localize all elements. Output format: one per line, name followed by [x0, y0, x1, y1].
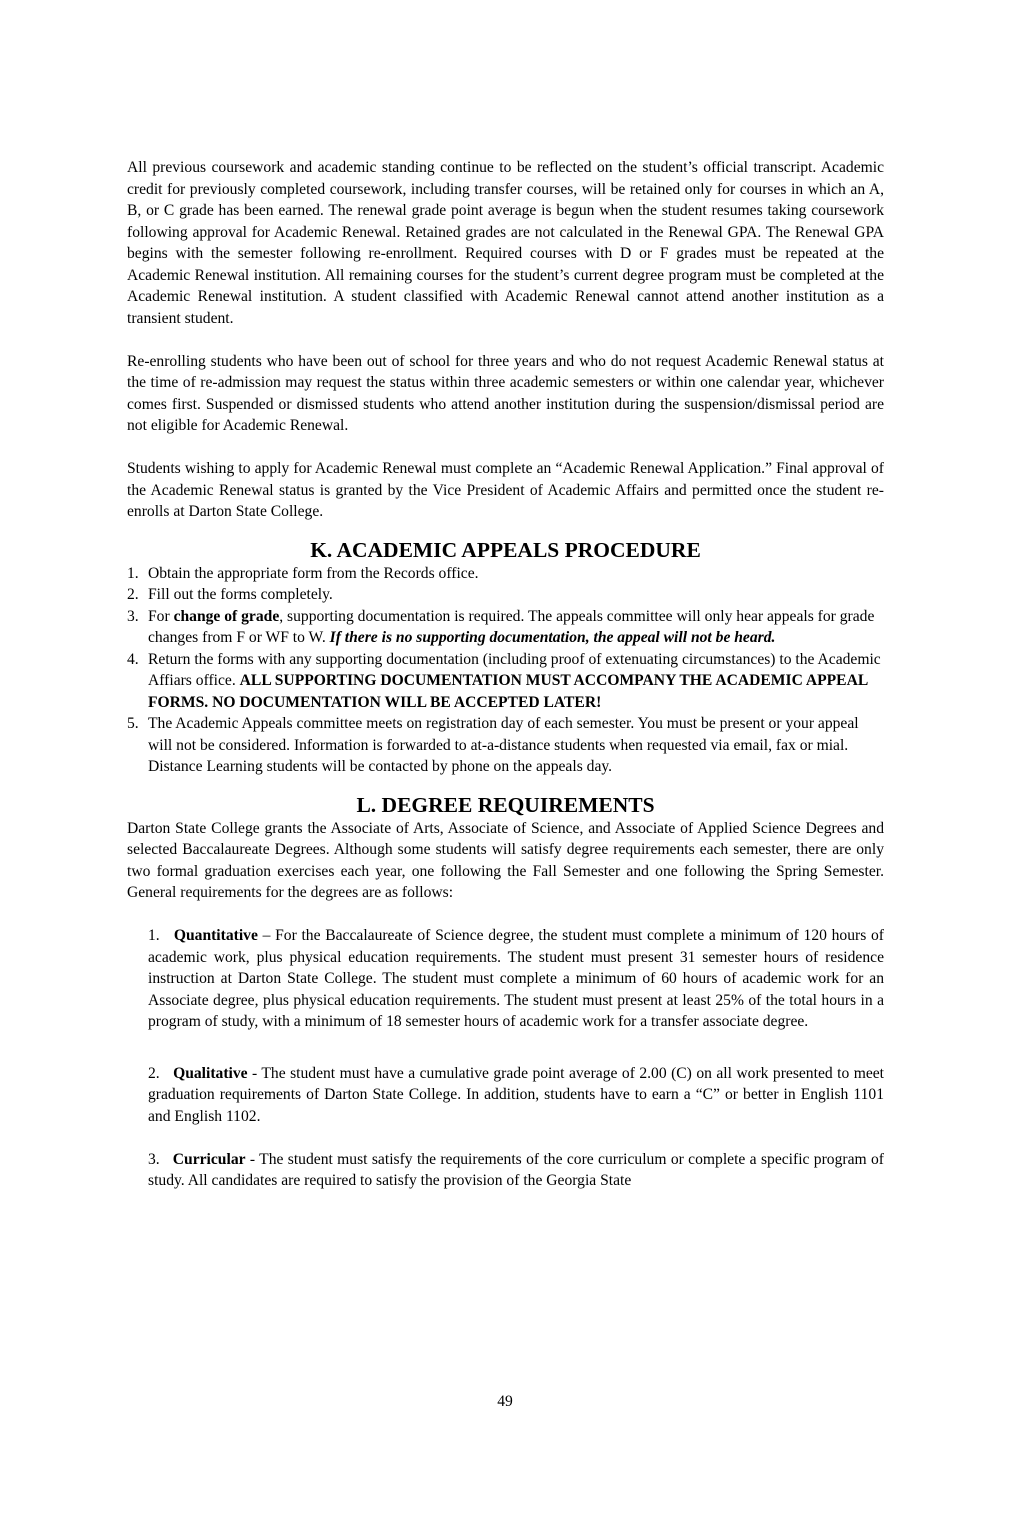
page-number: 49: [497, 1393, 513, 1410]
appeals-step-5: [127, 713, 884, 778]
documentation-notice: ALL SUPPORTING DOCUMENTATION MUST ACCOMPANY THE ACADEMIC APPEAL FORMS. NO DOCUMENTATION WILL BE ACCEPTED LATER!: [148, 672, 868, 711]
no-documentation-warning: If there is no supporting documentation, the appeal will not be heard.: [329, 629, 776, 646]
step-text-mid: , supporting documentation is required. The appeals committee will only hear appeals for grade changes from F or WF to W.: [148, 607, 875, 646]
requirement-quantitative: [148, 925, 884, 1033]
step-text-pre: For: [148, 607, 174, 625]
appeals-heading: K. ACADEMIC APPEALS PROCEDURE: [310, 537, 701, 562]
requirement-text: - The student must have a cumulative grade point average of 2.00 (C) on all work presented to meet graduation requirements of Darton State College. In addition, students have to earn a “C” or better in English 1101 and English 1102.: [148, 1064, 884, 1125]
step-number: 3.: [127, 607, 139, 625]
step-text: Return the forms with any supporting documentation (including proof of extenuating circumstances) to the Academic Affiars office.: [148, 650, 881, 689]
step-number: 4.: [127, 650, 139, 668]
requirement-label: Qualitative: [173, 1064, 248, 1082]
change-of-grade-term: change of grade: [173, 607, 280, 625]
step-number: 5.: [127, 715, 139, 732]
appeals-step-3: [127, 606, 884, 649]
appeals-step-2: [127, 584, 884, 606]
renewal-paragraph-2: Re-enrolling students who have been out of school for three years and who do not request Academic Renewal status at the time of re-admission may request the status within three academic semesters or within one calendar year, whichever comes first. Suspended or dismissed students who attend another institution during the suspension/dismissal period are not eligible for Academic Renewal.: [127, 352, 884, 434]
requirement-curricular: [148, 1149, 884, 1192]
appeals-step-1: [127, 563, 884, 585]
renewal-paragraph-3: Students wishing to apply for Academic Renewal must complete an “Academic Renewal Application.” Final approval of the Academic Renewal status is granted by the Vice President of Academic Affairs and permitted once the student re-enrolls at Darton State College.: [127, 460, 884, 520]
requirement-text: – For the Baccalaureate of Science degree, the student must complete a minimum of 120 hours of academic work, plus physical education requirements. The student must present 31 semester hours of residence instruction at Darton State College. The student must complete a minimum of 60 hours of academic work for an Associate degree, plus physical education requirements. The student must present at least 25% of the total hours in a program of study, with a minimum of 18 semester hours of academic work for a transfer associate degree.: [148, 927, 884, 1030]
renewal-paragraph-1: All previous coursework and academic standing continue to be reflected on the student’s official transcript. Academic credit for previously completed coursework, including transfer courses, will be retained only for courses in which an A, B, or C grade has been earned. The renewal grade point average is begun when the student resumes taking coursework following approval for Academic Renewal. Retained grades are not calculated in the Renewal GPA. The Renewal GPA begins with the semester following re-enrollment. Required courses with D or F grades must be repeated at the Academic Renewal institution. All remaining courses for the student’s current degree program must be completed at the Academic Renewal institution. A student classified with Academic Renewal cannot attend another institution as a transient student.: [127, 159, 884, 327]
step-text: Obtain the appropriate form from the Records office.: [148, 564, 479, 582]
requirement-qualitative: [148, 1063, 884, 1128]
step-text: The Academic Appeals committee meets on registration day of each semester. You must be present or your appeal will not be considered. Information is forwarded to at-a-distance students when requested via email, fax or mial. Distance Learning students will be contacted by phone on the appeals day.: [148, 715, 859, 775]
step-text: Fill out the forms completely.: [148, 586, 333, 603]
requirement-label: Curricular: [172, 1150, 246, 1168]
requirement-number: 1.: [148, 927, 160, 944]
step-number: 1.: [127, 564, 139, 582]
degree-intro: Darton State College grants the Associate of Arts, Associate of Science, and Associate of Applied Science Degrees and selected Baccalaureate Degrees. Although some students will satisfy degree requirements each semester, there are only two formal graduation exercises each year, one following the Fall Semester and one following the Spring Semester. General requirements for the degrees are as follows:: [127, 819, 884, 901]
degree-heading: L. DEGREE REQUIREMENTS: [356, 792, 655, 817]
requirement-number: 2.: [148, 1064, 160, 1082]
document-page: [127, 157, 884, 1192]
step-number: 2.: [127, 586, 139, 603]
requirement-number: 3.: [148, 1150, 160, 1168]
appeals-step-4: [127, 649, 884, 714]
requirement-label: Quantitative: [173, 927, 258, 944]
requirement-text: - The student must satisfy the requirements of the core curriculum or complete a specific program of study. All candidates are required to satisfy the provision of the Georgia State: [148, 1150, 884, 1189]
